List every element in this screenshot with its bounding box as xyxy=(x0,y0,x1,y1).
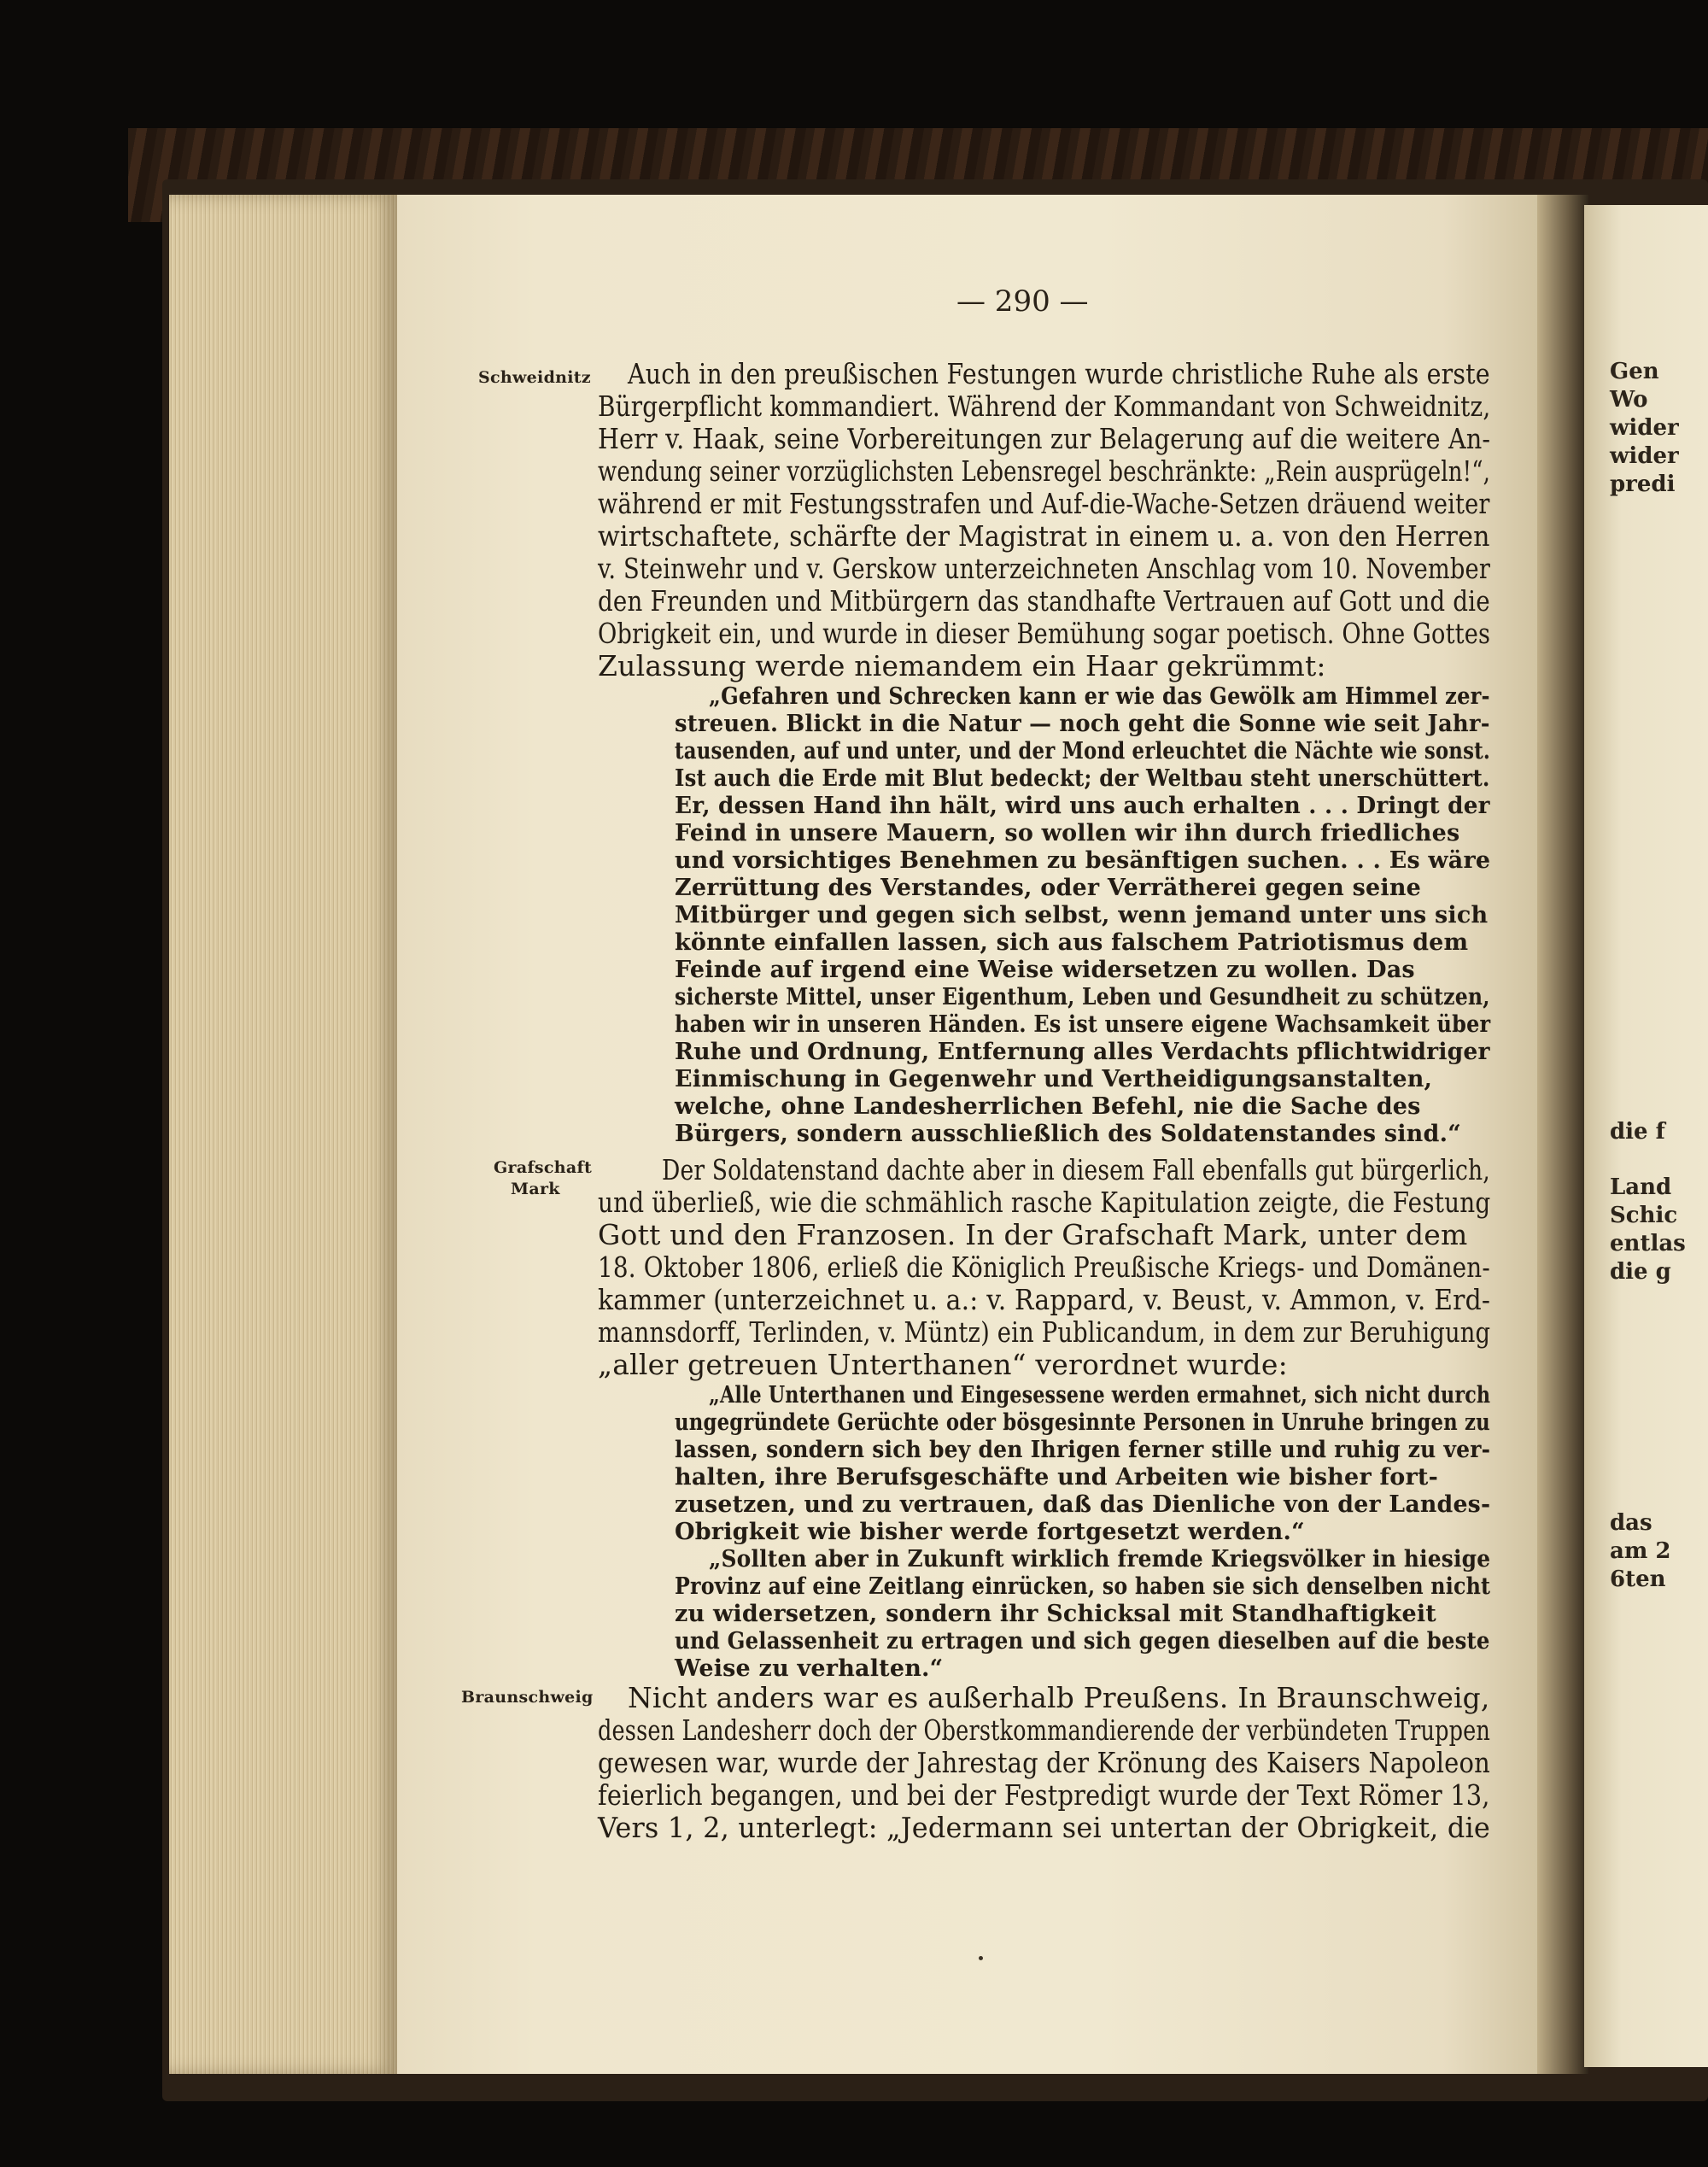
next-page-fragment: am 2 xyxy=(1610,1538,1671,1564)
text-line: wirtschaftete, schärfte der Magistrat in einem u. a. von den Herren xyxy=(598,519,1490,553)
quote-line: Zerrüttung des Verstandes, oder Verrätherei gegen seine xyxy=(675,875,1422,901)
quote-line: könnte einfallen lassen, sich aus falschem Patriotismus dem xyxy=(675,929,1469,956)
quote-line: und Gelassenheit zu ertragen und sich gegen dieselben auf die beste xyxy=(675,1628,1490,1655)
text-line: und überließ, wie die schmählich rasche Kapitulation zeigte, die Festung xyxy=(598,1186,1491,1219)
text-line: den Freunden und Mitbürgern das standhafte Vertrauen auf Gott und die xyxy=(598,584,1490,618)
margin-note-grafschaft: Grafschaft xyxy=(494,1158,593,1177)
next-page-fragment: die g xyxy=(1610,1259,1671,1285)
quote-line: Bürgers, sondern ausschließlich des Soldatenstandes sind.“ xyxy=(675,1121,1461,1147)
quote-line: tausenden, auf und unter, und der Mond erleuchtet die Nächte wie sonst. xyxy=(675,738,1490,764)
quote-line: lassen, sondern sich bey den Ihrigen ferner stille und ruhig zu ver- xyxy=(675,1437,1491,1463)
quote-line: „Alle Unterthanen und Eingesessene werden ermahnet, sich nicht durch xyxy=(709,1382,1491,1409)
quote-line: Feind in unsere Mauern, so wollen wir ihn durch friedliches xyxy=(675,820,1460,846)
next-page-fragment: wider xyxy=(1610,415,1679,441)
next-page-edge xyxy=(1584,205,1708,2067)
text-line: kammer (unterzeichnet u. a.: v. Rappard, v. Beust, v. Ammon, v. Erd- xyxy=(598,1283,1491,1316)
text-line: wendung seiner vorzüglichsten Lebensregel beschränkte: „Rein ausprügeln!“, xyxy=(598,454,1491,488)
quote-line: Weise zu verhalten.“ xyxy=(675,1655,944,1682)
text-line: Auch in den preußischen Festungen wurde christliche Ruhe als erste xyxy=(628,357,1490,390)
text-line: gewesen war, wurde der Jahrestag der Krönung des Kaisers Napoleon xyxy=(598,1746,1490,1779)
quote-line: sicherste Mittel, unser Eigenthum, Leben und Gesundheit zu schützen, xyxy=(675,984,1490,1010)
text-line: Zulassung werde niemandem ein Haar gekrümmt: xyxy=(598,649,1326,682)
next-page-fragment: die f xyxy=(1610,1119,1665,1145)
text-line: 18. Oktober 1806, erließ die Königlich Preußische Kriegs- und Domänen- xyxy=(598,1250,1490,1284)
text-line: Gott und den Franzosen. In der Grafschaft Mark, unter dem xyxy=(598,1218,1468,1251)
quote-line: Ist auch die Erde mit Blut bedeckt; der Weltbau steht unerschüttert. xyxy=(675,765,1490,792)
text-line: v. Steinwehr und v. Gerskow unterzeichneten Anschlag vom 10. November xyxy=(598,552,1491,585)
text-line: „aller getreuen Unterthanen“ verordnet wurde: xyxy=(598,1348,1288,1381)
next-page-fragment: das xyxy=(1610,1510,1652,1536)
text-line: Nicht anders war es außerhalb Preußens. In Braunschweig, xyxy=(628,1681,1490,1714)
margin-note-braunschweig: Braunschweig xyxy=(461,1688,594,1707)
text-line: während er mit Festungsstrafen und Auf-die-Wache-Setzen dräuend weiter xyxy=(598,487,1490,520)
book-gutter xyxy=(1537,195,1588,2074)
page-number: — 290 — xyxy=(956,284,1089,319)
text-line: Herr v. Haak, seine Vorbereitungen zur Belagerung auf die weitere An- xyxy=(598,422,1491,455)
next-page-fragment: 6ten xyxy=(1610,1567,1666,1592)
quote-line: „Gefahren und Schrecken kann er wie das Gewölk am Himmel zer- xyxy=(709,683,1490,710)
quote-line: zusetzen, und zu vertrauen, daß das Dienliche von der Landes- xyxy=(675,1491,1491,1518)
margin-note-mark: Mark xyxy=(511,1180,560,1198)
quote-line: streuen. Blickt in die Natur — noch geht die Sonne wie seit Jahr- xyxy=(675,711,1490,737)
quote-line: Mitbürger und gegen sich selbst, wenn jemand unter uns sich xyxy=(675,902,1489,928)
quote-line: Obrigkeit wie bisher werde fortgesetzt werden.“ xyxy=(675,1519,1305,1545)
text-line: Bürgerpflicht kommandiert. Während der Kommandant von Schweidnitz, xyxy=(598,389,1491,423)
quote-line: Er, dessen Hand ihn hält, wird uns auch erhalten . . . Dringt der xyxy=(675,793,1490,819)
quote-line: halten, ihre Berufsgeschäfte und Arbeiten wie bisher fort- xyxy=(675,1464,1438,1491)
text-line: dessen Landesherr doch der Oberstkommandierende der verbündeten Truppen xyxy=(598,1713,1491,1747)
quote-line: „Sollten aber in Zukunft wirklich fremde Kriegsvölker in hiesige xyxy=(709,1546,1491,1573)
next-page-fragment: predi xyxy=(1610,471,1676,497)
text-line: mannsdorff, Terlinden, v. Müntz) ein Publicandum, in dem zur Beruhigung xyxy=(598,1315,1491,1349)
page-fore-edge xyxy=(169,195,400,2074)
next-page-fragment: Land xyxy=(1610,1174,1672,1200)
next-page-fragment: Schic xyxy=(1610,1203,1678,1228)
text-line: Vers 1, 2, unterlegt: „Jedermann sei untertan der Obrigkeit, die xyxy=(598,1811,1491,1844)
next-page-fragment: wider xyxy=(1610,443,1679,469)
ink-speck xyxy=(979,1956,983,1960)
quote-line: zu widersetzen, sondern ihr Schicksal mit Standhaftigkeit xyxy=(675,1601,1436,1627)
quote-line: und vorsichtiges Benehmen zu besänftigen suchen. . . Es wäre xyxy=(675,847,1491,874)
margin-note-schweidnitz: Schweidnitz xyxy=(478,368,591,387)
quote-line: welche, ohne Landesherrlichen Befehl, nie die Sache des xyxy=(675,1093,1421,1120)
quote-line: Ruhe und Ordnung, Entfernung alles Verdachts pflichtwidriger xyxy=(675,1039,1490,1065)
text-line: feierlich begangen, und bei der Festpredigt wurde der Text Römer 13, xyxy=(598,1778,1490,1812)
quote-line: Feinde auf irgend eine Weise widersetzen zu wollen. Das xyxy=(675,957,1415,983)
next-page-fragment: Wo xyxy=(1610,387,1648,413)
text-line: Der Soldatenstand dachte aber in diesem Fall ebenfalls gut bürgerlich, xyxy=(662,1153,1490,1186)
next-page-fragment: entlas xyxy=(1610,1231,1686,1256)
next-page-fragment: Gen xyxy=(1610,359,1659,384)
text-line: Obrigkeit ein, und wurde in dieser Bemühung sogar poetisch. Ohne Gottes xyxy=(598,617,1491,650)
quote-line: Einmischung in Gegenwehr und Vertheidigungsanstalten, xyxy=(675,1066,1433,1092)
quote-line: ungegründete Gerüchte oder bösgesinnte Personen in Unruhe bringen zu xyxy=(675,1409,1490,1436)
quote-line: Provinz auf eine Zeitlang einrücken, so haben sie sich denselben nicht xyxy=(675,1573,1491,1600)
quote-line: haben wir in unseren Händen. Es ist unsere eigene Wachsamkeit über xyxy=(675,1011,1491,1038)
